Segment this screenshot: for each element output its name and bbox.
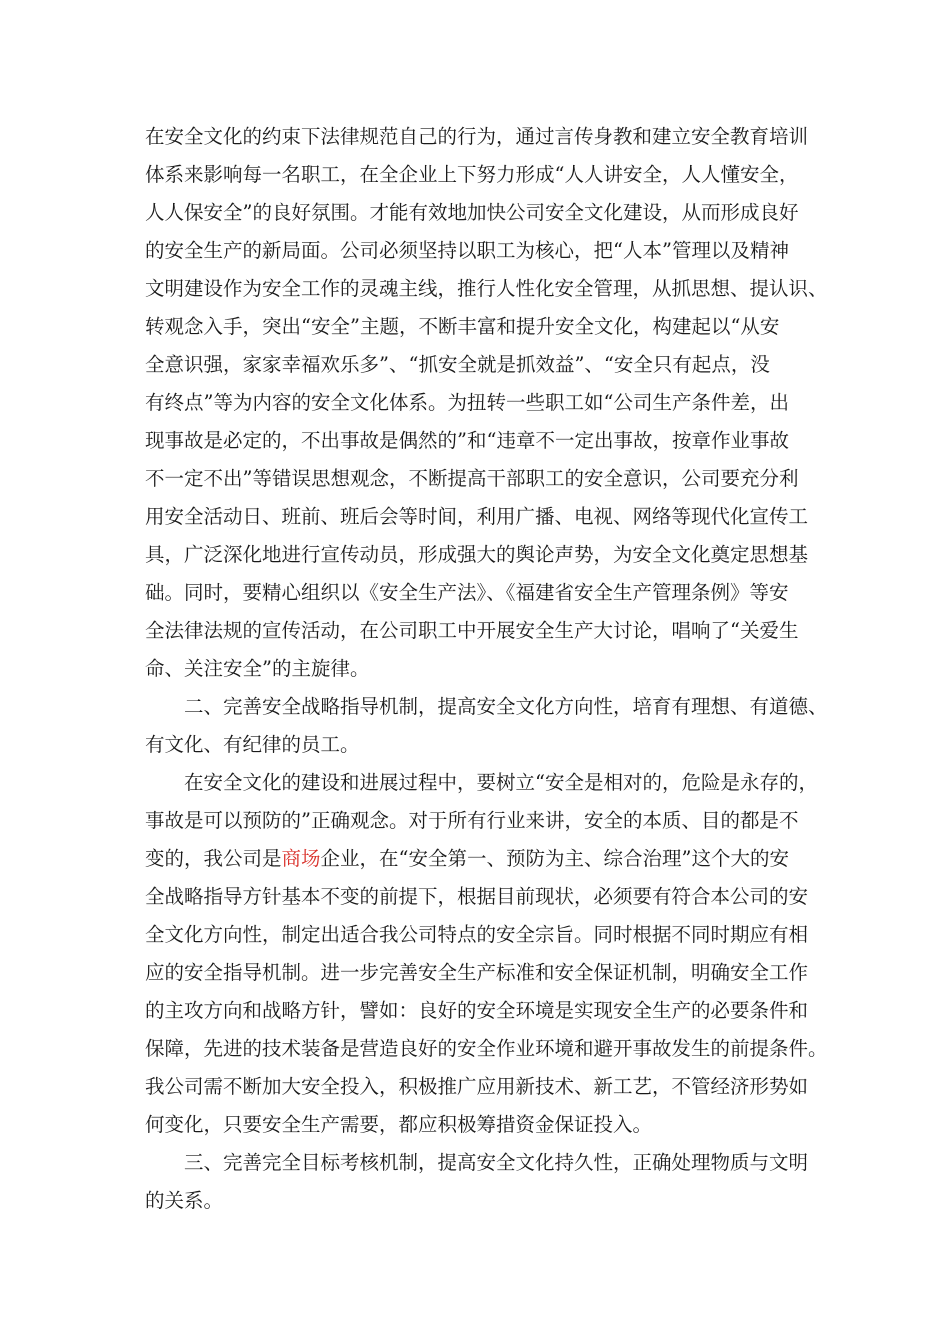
paragraph-1-line: 有终点”等为内容的安全文化体系。为扭转一些职工如“公司生产条件差，出 — [145, 391, 789, 414]
paragraph-1-line: 具，广泛深化地进行宣传动员，形成强大的舆论声势，为安全文化奠定思想基 — [145, 543, 809, 566]
paragraph-1-line: 在安全文化的约束下法律规范自己的行为，通过言传身教和建立安全教育培训 — [145, 125, 809, 148]
paragraph-2-line: 的主攻方向和战略方针，譬如：良好的安全环境是实现安全生产的必要条件和 — [145, 999, 809, 1022]
paragraph-2-line: 事故是可以预防的”正确观念。对于所有行业来讲，安全的本质、目的都是不 — [145, 809, 799, 832]
paragraph-1-line: 人人保安全”的良好氛围。才能有效地加快公司安全文化建设，从而形成良好 — [145, 201, 799, 224]
paragraph-2-line: 何变化，只要安全生产需要，都应积极筹措资金保证投入。 — [145, 1113, 653, 1136]
section-heading-2: 二、完善安全战略指导机制，提高安全文化方向性，培育有理想、有道德、 — [184, 695, 828, 718]
paragraph-2-line: 保障，先进的技术装备是营造良好的安全作业环境和避开事故发生的前提条件。 — [145, 1037, 828, 1060]
paragraph-2-line: 我公司需不断加大安全投入，积极推广应用新技术、新工艺，不管经济形势如 — [145, 1075, 809, 1098]
paragraph-1-line: 文明建设作为安全工作的灵魂主线，推行人性化安全管理，从抓思想、提认识、 — [145, 277, 828, 300]
paragraph-1-line: 转观念入手，突出“安全”主题，不断丰富和提升安全文化，构建起以“从安 — [145, 315, 780, 338]
paragraph-2-line: 全文化方向性，制定出适合我公司特点的安全宗旨。同时根据不同时期应有相 — [145, 923, 809, 946]
paragraph-1-line: 全意识强，家家幸福欢乐多”、“抓安全就是抓效益”、“安全只有起点，没 — [145, 353, 770, 376]
paragraph-1-line: 的安全生产的新局面。公司必须坚持以职工为核心，把“人本”管理以及精神 — [145, 239, 789, 262]
highlighted-word: 商场 — [281, 847, 321, 870]
paragraph-1-line: 础。同时，要精心组织以《安全生产法》、《福建省安全生产管理条例》等安 — [145, 581, 789, 604]
paragraph-1-line: 体系来影响每一名职工，在全企业上下努力形成“人人讲安全，人人懂安全， — [145, 163, 799, 186]
section-heading-3: 三、完善完全目标考核机制，提高安全文化持久性，正确处理物质与文明 — [184, 1151, 809, 1174]
paragraph-2-line — [145, 845, 789, 873]
section-heading-3-cont: 的关系。 — [145, 1189, 224, 1212]
paragraph-1-line: 全法律法规的宣传活动，在公司职工中开展安全生产大讨论，唱响了“关爱生 — [145, 619, 799, 642]
paragraph-1-line: 现事故是必定的，不出事故是偶然的”和“违章不一定出事故，按章作业事故 — [145, 429, 789, 452]
paragraph-1-line: 命、关注安全”的主旋律。 — [145, 657, 370, 680]
paragraph-2-line: 在安全文化的建设和进展过程中，要树立“安全是相对的，危险是永存的， — [184, 771, 818, 794]
paragraph-2-text: 企业，在“安全第一、预防为主、综合治理”这个大的安 — [320, 847, 789, 870]
paragraph-2-line: 全战略指导方针基本不变的前提下，根据目前现状，必须要有符合本公司的安 — [145, 885, 809, 908]
paragraph-1-line: 用安全活动日、班前、班后会等时间，利用广播、电视、网络等现代化宣传工 — [145, 505, 809, 528]
section-heading-2-cont: 有文化、有纪律的员工。 — [145, 733, 360, 756]
paragraph-2-text: 变的，我公司是 — [145, 847, 282, 870]
paragraph-2-line: 应的安全指导机制。进一步完善安全生产标准和安全保证机制，明确安全工作 — [145, 961, 809, 984]
paragraph-1-line: 不一定不出”等错误思想观念，不断提高干部职工的安全意识，公司要充分利 — [145, 467, 799, 490]
